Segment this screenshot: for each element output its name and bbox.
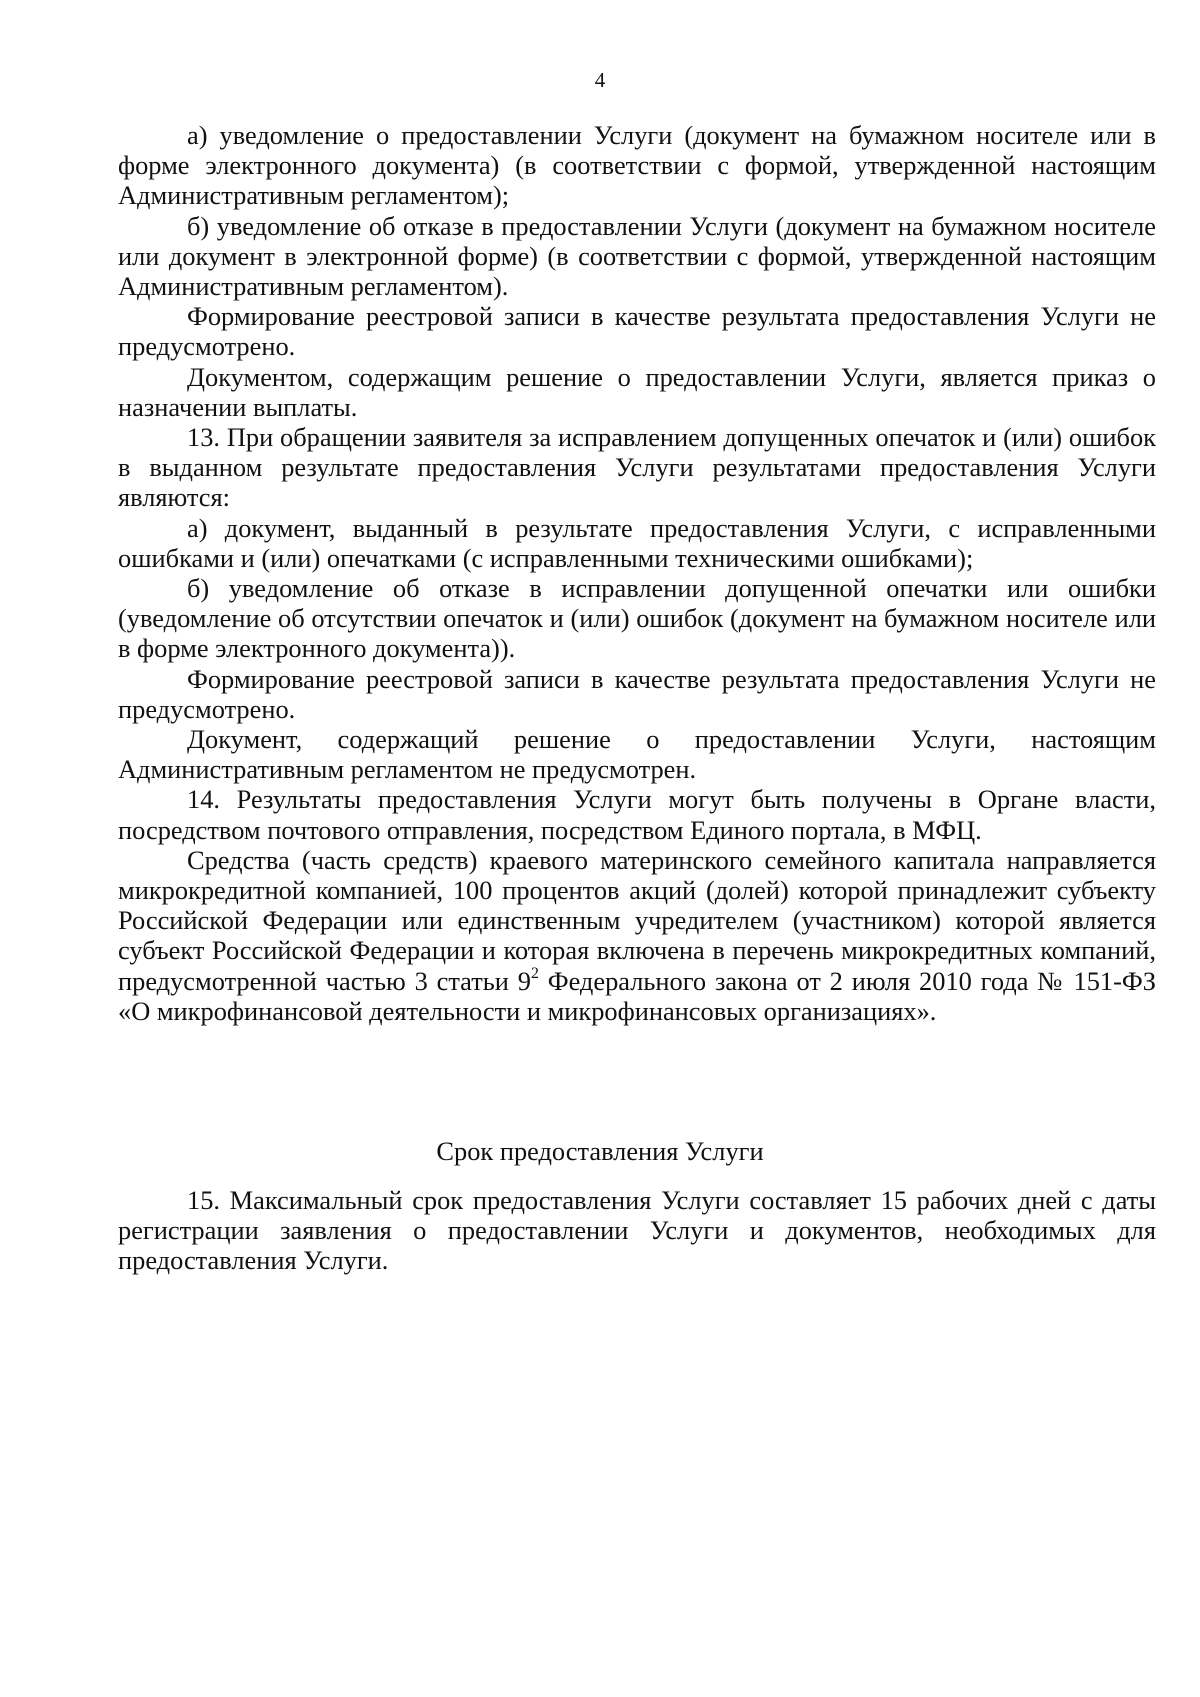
section-body (118, 1185, 1156, 1276)
document-body (118, 120, 1156, 1026)
paragraph-decision-document-2: Документ, содержащий решение о предоставлении Услуги, настоящим Административным регламентом не предусмотрен. (118, 724, 1156, 785)
section-heading: Срок предоставления Услуги (436, 1136, 764, 1166)
paragraph-15: 15. Максимальный срок предоставления Услуги составляет 15 рабочих дней с даты регистрации заявления о предоставлении Услуги и документов, необходимых для предоставления Услуги. (118, 1185, 1156, 1276)
paragraph-registry-record: Формирование реестровой записи в качестве результата предоставления Услуги не предусмотрено. (118, 301, 1156, 362)
article-superscript: 2 (530, 964, 539, 982)
paragraph-a-notification: а) уведомление о предоставлении Услуги (документ на бумажном носителе или в форме электронного документа) (в соответствии с формой, утвержденной настоящим Административным регламентом); (118, 120, 1156, 211)
paragraph-decision-document: Документом, содержащим решение о предоставлении Услуги, является приказ о назначении выплаты. (118, 361, 1156, 422)
paragraph-registry-record-2: Формирование реестровой записи в качестве результата предоставления Услуги не предусмотрено. (118, 663, 1156, 724)
capital-funds-law-text: Федерального закона от 2 июля 2010 года № 151-ФЗ «О микрофинансовой деятельности и микрофинансовых организациях». (118, 965, 1156, 1026)
capital-funds-text: Средства (часть средств) краевого материнского семейного капитала направляется микрокредитной компанией, 100 процентов акций (долей) которой принадлежит субъекту Российской Федерации или единственным учредителем (участником) которой является субъект Российской Федерации и которая включена в перечень микрокредитных компаний, предусмотренной частью 3 статьи 9 (118, 844, 1156, 996)
paragraph-13-b: б) уведомление об отказе в исправлении допущенной опечатки или ошибки (уведомление об отсутствии опечаток и (или) ошибок (документ на бумажном носителе или в форме электронного документа)). (118, 573, 1156, 664)
paragraph-13: 13. При обращении заявителя за исправлением допущенных опечаток и (или) ошибок в выданном результате предоставления Услуги результатами предоставления Услуги являются: (118, 422, 1156, 513)
page-number: 4 (594, 68, 606, 92)
paragraph-14: 14. Результаты предоставления Услуги могут быть получены в Органе власти, посредством почтового отправления, посредством Единого портала, в МФЦ. (118, 784, 1156, 845)
paragraph-capital-funds (118, 845, 1156, 1026)
paragraph-13-a: а) документ, выданный в результате предоставления Услуги, с исправленными ошибками и (или) опечатками (с исправленными техническими ошибками); (118, 512, 1156, 573)
paragraph-b-refusal-notification: б) уведомление об отказе в предоставлении Услуги (документ на бумажном носителе или документ в электронной форме) (в соответствии с формой, утвержденной настоящим Административным регламентом). (118, 210, 1156, 302)
